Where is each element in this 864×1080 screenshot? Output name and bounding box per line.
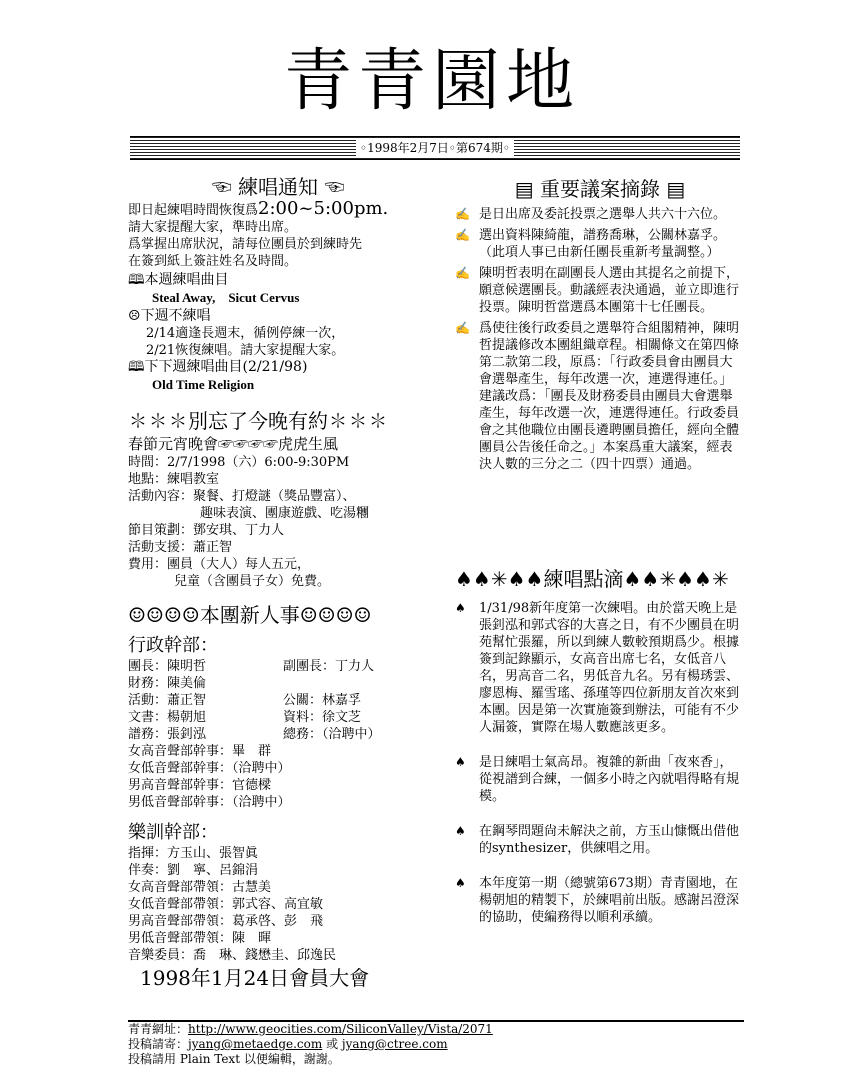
admin-extra-line: 男高音聲部幹事：官德樑 [128,778,272,793]
notes-item: ♠ 本年度第一期（總號第673期）青青園地，在楊朝旭的精製下，於練唱前出版。感謝呂澄深的協助，使編務得以順利承續。 [455,876,740,925]
music-line: 伴奏：劉 寧、呂錦涓 [128,863,259,878]
document-icon: ▤ [514,177,534,201]
smiley-icon: ☺☺☺☺ [128,603,200,627]
party-line: 兒童（含團員子女）免費。 [174,574,331,589]
notes-item: ♠ 1/31/98新年度第一次練唱。由於當天晚上是張釗泓和郭式容的大喜之日，有不少團員在明苑幫忙張羅，所以到練人數較預期爲少。根據簽到記錄顯示，女高音出席七名，女低音八名，男高音二名，男低音九名。另有楊琇雲、廖恩梅、羅雪瑤、孫瑾等四位新朋友首次來到本團。因是第一次實施簽到辦法，可能有不少人漏簽，實際在場人數應該更多。 [455,601,740,735]
flower-icon: ✽✽✽ [128,409,188,433]
issue-date-bar [130,136,740,160]
music-line: 指揮：方玉山、張智眞 [128,846,259,861]
no-practice-row: ☹下週不練唱 [128,308,211,324]
party-title: 別忘了今晚有約 [188,409,328,433]
notes-title-row [455,566,745,592]
admin-table [128,658,428,743]
footer [128,1022,744,1067]
issue-date: ◦1998年2月7日◦第674期◦ [356,138,514,158]
personnel-title: 本團新人事 [199,603,300,627]
party-subtitle-row: 春節元宵晚會☞☞☞☞虎虎生風 [128,435,339,453]
email-link[interactable]: jyang@ctree.com [341,1037,448,1051]
minutes-title-row [455,176,745,202]
admin-title: 行政幹部： [128,635,218,656]
music-title: 樂訓幹部： [128,822,218,843]
pointing-hand-icon: ☜ [324,175,345,199]
newsletter-title: 青青園地 [283,42,580,121]
practice-title-row [128,174,428,200]
admin-row: 財務：陳美倫 [128,676,207,691]
party-line: 時間：2/7/1998（六）6:00-9:30PM [128,455,350,470]
drop-icon: ♠ [455,876,466,890]
drop-icon: ♠ [455,601,466,615]
website-link[interactable]: http://www.geocities.com/SiliconValley/Vista/2071 [188,1022,493,1036]
music-line: 女低音聲部帶領：郭式容、高宜敏 [128,897,324,912]
writing-hand-icon: ✍ [455,207,470,221]
party-line: 費用：團員（大人）每人五元， [128,557,311,572]
practice-line: 在簽到紙上簽註姓名及時間。 [128,254,298,269]
pointing-hand-icon: ☜ [211,175,232,199]
personnel-section [128,602,428,992]
writing-hand-icon: ✍ [455,321,470,335]
practice-time-line: 即日起練唱時間恢復爲2:00~5:00pm. [128,198,389,219]
party-line: 趣味表演、團康遊戲、吃湯糰 [200,506,370,521]
party-line: 節目策劃：鄧安琪、丁力人 [128,523,285,538]
party-line: 地點：練唱教室 [128,472,220,487]
music-line: 男高音聲部帶領：葛承啓、彭 飛 [128,914,324,929]
meeting-title: 1998年1月24日會員大會 [140,966,370,990]
email-link[interactable]: jyang@metaedge.com [188,1037,323,1051]
practice-notice [128,174,428,393]
minutes-title: 重要議案摘錄 [540,177,660,201]
footer-web-row: 青青網址：http://www.geocities.com/SiliconValley/Vista/2071 [128,1022,493,1036]
music-line: 男低音聲部帶領：陳 暉 [128,931,272,946]
admin-row: 活動：蕭正智 公關：林嘉孚 [128,693,362,708]
minutes-item: ✍ 爲使往後行政委員之選舉符合組閣精神，陳明哲提議修改本團組織章程。相關條文在第四條第二款第二段，原爲：「行政委員會由團員大會選舉產生，每年改選一次，連選得連任。」建議改爲：「團長及財務委員由團員大會選舉產生，每年改選一次，連選得連任。行政委員會之其他職位由團長遴聘團員擔任，經向全體團員公告後任命之。」本案爲重大議案，經表決人數的三分之二（四十四票）通過。 [455,321,740,472]
minutes-item: ✍ 陳明哲表明在副團長人選由其提名之前提下，願意候選團長。動議經表決通過，並立即進行投票。陳明哲當選爲本團第十七任團長。 [455,266,740,315]
admin-row: 譜務：張釗泓 總務：（洽聘中） [128,727,381,742]
footer-note: 投稿請用 Plain Text 以便編輯，謝謝。 [128,1052,340,1066]
notes-item: ♠ 是日練唱士氣高昂。複雜的新曲「夜來香」，從視譜到合練，一個多小時之內就唱得略有規模。 [455,755,740,804]
sad-face-icon: ☹ [128,308,141,324]
music-line: 音樂委員：喬 琳、錢懋圭、邱逸民 [128,948,337,963]
flower-icon: ✽✽✽ [328,409,388,433]
music-drops-icon: ♠♠✳♠♠ [455,567,544,591]
footer-email-row: 投稿請寄：jyang@metaedge.com 或 jyang@ctree.com [128,1037,448,1051]
admin-extra-line: 女高音聲部幹事：畢 群 [128,744,272,759]
personnel-title-row [128,602,428,628]
book-icon: 🕮 [128,272,145,288]
notes-item: ♠ 在鋼琴問題尙未解決之前，方玉山慷慨出借他的synthesizer，供練唱之用。 [455,824,740,856]
drop-icon: ♠ [455,824,466,838]
pointing-hand-icon: ☞☞☞☞ [218,435,279,453]
admin-row: 團長：陳明哲 副團長：丁力人 [128,659,375,674]
next-songs-row: 🕮下下週練唱曲目(2/21/98) [128,359,308,375]
practice-line: 爲掌握出席狀況，請每位團員於到練時先 [128,237,363,252]
party-section [128,408,428,590]
practice-time: 2:00~5:00pm. [258,198,389,219]
writing-hand-icon: ✍ [455,266,470,280]
writing-hand-icon: ✍ [455,228,470,242]
book-icon: 🕮 [128,359,145,375]
songs-label-row: 🕮本週練唱曲目 [128,272,229,288]
minutes-item: ✍ 是日出席及委託投票之選舉人共六十六位。 [455,207,727,222]
no-practice-line: 2/21恢復練唱。請大家提醒大家。 [146,343,345,358]
document-icon: ▤ [666,177,686,201]
songs-list: Steal Away, Sicut Cervus [152,290,300,305]
party-title-row [128,408,428,434]
practice-title: 練唱通知 [238,175,318,199]
party-line: 活動支援：蕭正智 [128,540,233,555]
admin-row: 文書：楊朝旭 資料：徐文芝 [128,710,362,725]
notes-title: 練唱點滴 [543,567,624,591]
music-drops-icon: ♠♠✳♠♠✳ [623,567,729,591]
drop-icon: ♠ [455,755,466,769]
next-songs-list: Old Time Religion [152,377,255,392]
practice-line: 請大家提醒大家，準時出席。 [128,220,298,235]
minutes-item: ✍ 選出資料陳綺龍，譜務喬琳，公關林嘉孚。（此項人事已由新任團長重新考量調整。） [455,228,727,260]
minutes-section [455,176,745,473]
smiley-icon: ☺☺☺☺ [299,603,372,627]
admin-extra-line: 女低音聲部幹事：（洽聘中） [128,761,291,776]
no-practice-line: 2/14適逢長週末，循例停練一次， [146,326,345,341]
admin-extra-line: 男低音聲部幹事：（洽聘中） [128,795,291,810]
notes-section [455,566,745,926]
party-line: 活動內容：聚餐、打燈謎（獎品豐富）、 [128,489,356,504]
music-line: 女高音聲部帶領：古慧美 [128,880,272,895]
